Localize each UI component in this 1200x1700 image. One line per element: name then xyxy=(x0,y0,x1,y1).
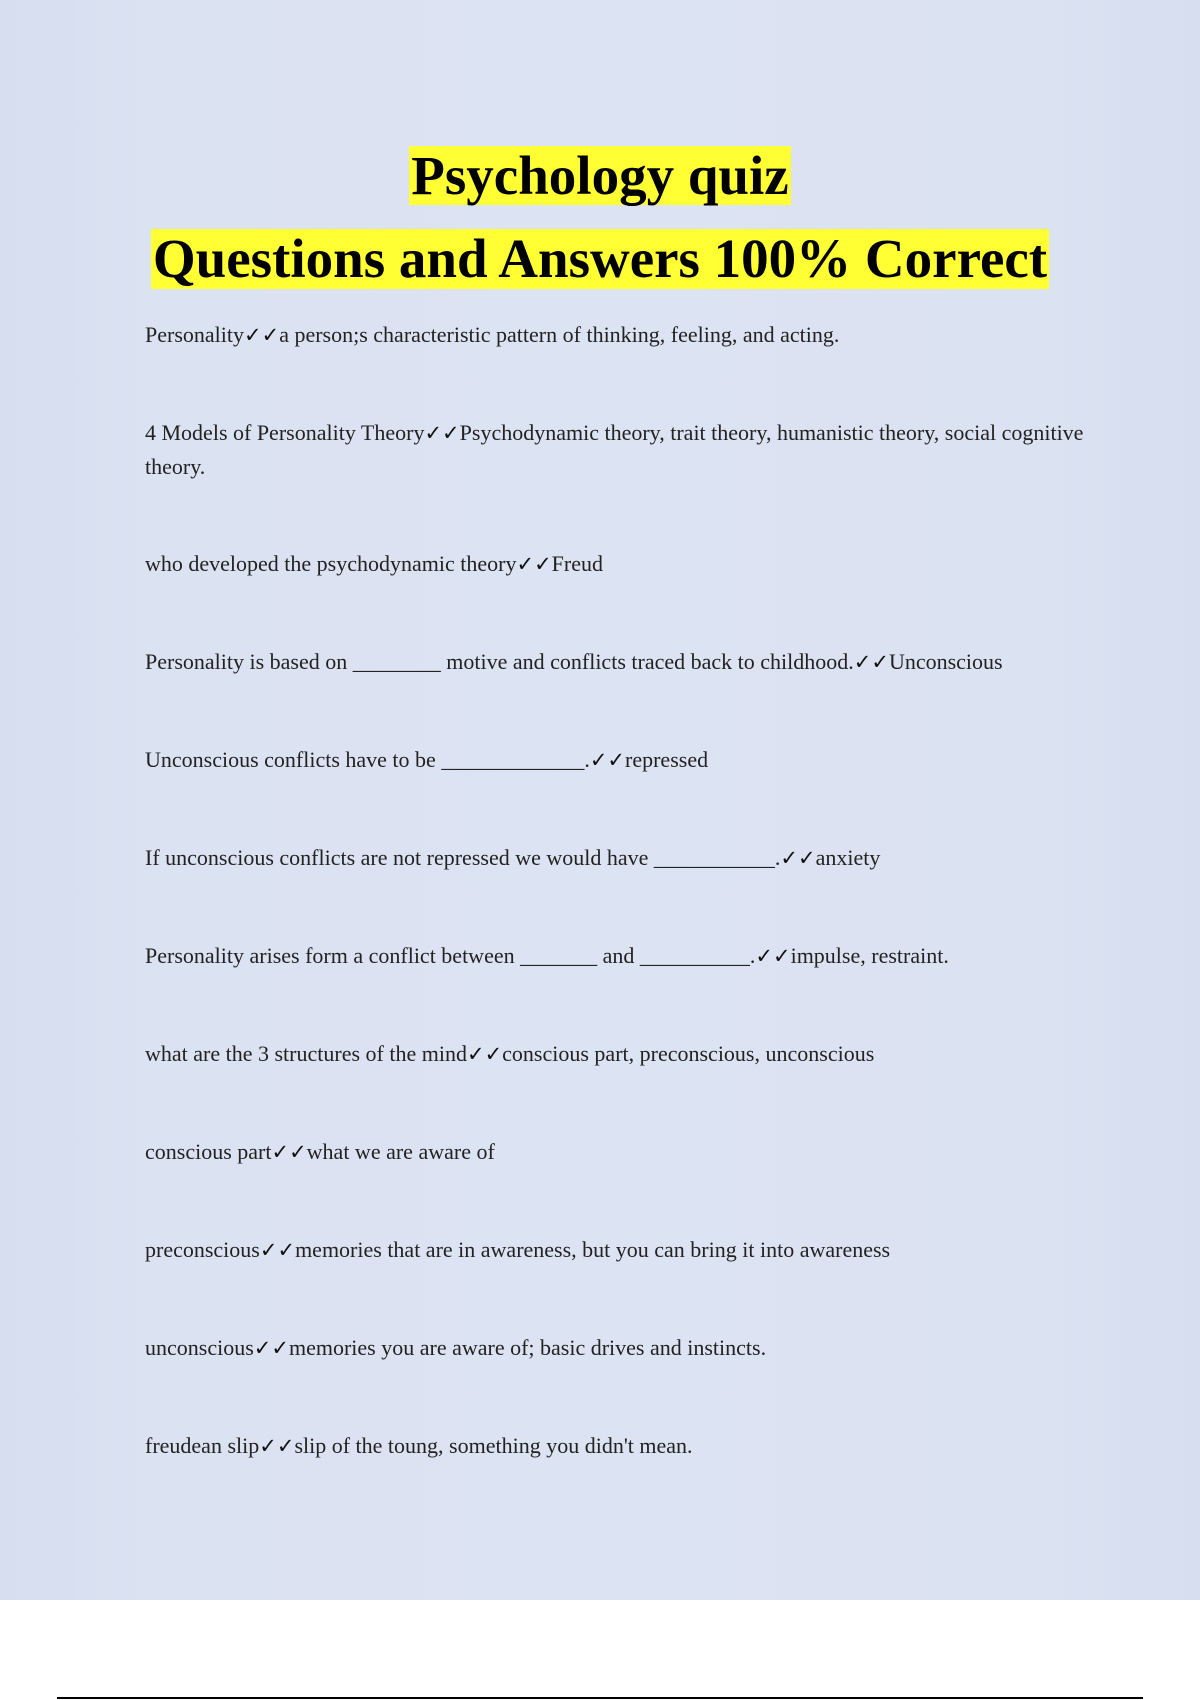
qa-item xyxy=(145,1331,1095,1365)
answer-text: impulse, restraint. xyxy=(790,943,949,968)
double-check-icon: ✓✓ xyxy=(516,552,552,576)
question-text: Personality arises form a conflict between _______ and __________. xyxy=(145,943,756,968)
qa-item xyxy=(145,1135,1095,1169)
double-check-icon: ✓✓ xyxy=(271,1140,307,1164)
question-text: freudean slip xyxy=(145,1433,260,1458)
qa-item xyxy=(145,1233,1095,1267)
question-text: Personality xyxy=(145,322,244,347)
title-line-1: Psychology quiz xyxy=(411,145,789,206)
double-check-icon: ✓✓ xyxy=(466,1042,503,1066)
qa-item xyxy=(145,1429,1095,1463)
answer-text: Freud xyxy=(551,551,603,576)
question-text: Personality is based on ________ motive and conflicts traced back to childhood. xyxy=(145,649,854,674)
double-check-icon: ✓✓ xyxy=(253,1336,289,1360)
double-check-icon: ✓✓ xyxy=(244,323,280,347)
answer-text: Psychodynamic theory, trait theory, humanistic theory, social cognitive theory. xyxy=(145,420,1084,479)
answer-text: repressed xyxy=(625,747,709,772)
qa-item xyxy=(145,547,1095,581)
qa-item xyxy=(145,939,1095,973)
answer-text: a person;s characteristic pattern of thinking, feeling, and acting. xyxy=(279,322,840,347)
question-text: what are the 3 structures of the mind xyxy=(145,1041,467,1066)
question-text: 4 Models of Personality Theory xyxy=(145,420,425,445)
question-text: who developed the psychodynamic theory xyxy=(145,551,517,576)
qa-item xyxy=(145,743,1095,777)
answer-text: conscious part, preconscious, unconscious xyxy=(502,1041,875,1066)
question-text: Unconscious conflicts have to be _____________. xyxy=(145,747,590,772)
qa-item xyxy=(145,1037,1095,1071)
double-check-icon: ✓✓ xyxy=(259,1434,295,1458)
double-check-icon: ✓✓ xyxy=(853,650,889,674)
qa-item xyxy=(145,841,1095,875)
answer-text: memories you are aware of; basic drives and instincts. xyxy=(288,1335,767,1360)
question-text: unconscious xyxy=(145,1335,254,1360)
question-text: conscious part xyxy=(145,1139,272,1164)
answer-text: anxiety xyxy=(815,845,881,870)
double-check-icon: ✓✓ xyxy=(259,1238,296,1262)
qa-item xyxy=(145,318,1095,352)
double-check-icon: ✓✓ xyxy=(780,846,816,870)
answer-text: slip of the toung, something you didn't mean. xyxy=(294,1433,693,1458)
question-text: If unconscious conflicts are not repressed we would have ___________. xyxy=(145,845,781,870)
qa-item xyxy=(145,416,1095,483)
double-check-icon: ✓✓ xyxy=(755,944,791,968)
answer-text: what we are aware of xyxy=(306,1139,495,1164)
double-check-icon: ✓✓ xyxy=(424,421,460,445)
document-title xyxy=(0,146,1200,289)
answer-text: Unconscious xyxy=(888,649,1003,674)
question-text: preconscious xyxy=(145,1237,260,1262)
qa-list xyxy=(145,318,1095,1527)
double-check-icon: ✓✓ xyxy=(589,748,626,772)
footer-rule xyxy=(57,1697,1143,1699)
qa-item xyxy=(145,645,1095,679)
answer-text: memories that are in awareness, but you can bring it into awareness xyxy=(295,1237,891,1262)
title-line-2: Questions and Answers 100% Correct xyxy=(152,228,1048,290)
